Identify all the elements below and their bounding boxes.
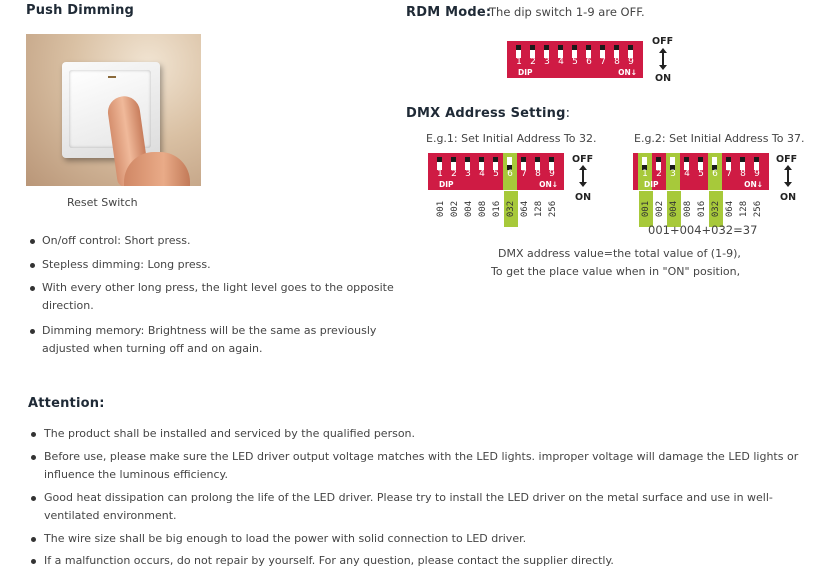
example1-switch-number: 4 bbox=[479, 169, 485, 179]
example1-toggle-arrow bbox=[582, 169, 584, 183]
rdm-switch-4 bbox=[554, 41, 568, 78]
rdm-switch-number: 7 bbox=[600, 57, 606, 67]
rdm-on-direction-label: ON↓ bbox=[618, 68, 637, 77]
example2-place-value-cell bbox=[653, 191, 667, 227]
example2-switch-number: 1 bbox=[642, 169, 648, 179]
dmx-title-text: DMX Address Setting bbox=[406, 106, 566, 121]
example2-caption: E.g.2: Set Initial Address To 37. bbox=[634, 132, 805, 145]
example2-place-value: 032 bbox=[711, 200, 721, 218]
example1-dip-label: DIP bbox=[439, 180, 454, 189]
example2-switch-number: 7 bbox=[726, 169, 732, 179]
example2-place-value: 016 bbox=[697, 200, 707, 218]
attention-bullet-text: Good heat dissipation can prolong the life of the LED driver. Please try to install the LED driver on the metal surface and use in well- bbox=[44, 491, 773, 504]
example1-on-label: ON bbox=[575, 192, 592, 203]
example2-switch-6 bbox=[708, 153, 722, 190]
rdm-mode-text: The dip switch 1-9 are OFF. bbox=[489, 5, 645, 19]
example1-place-value: 001 bbox=[436, 200, 446, 218]
attention-title: Attention: bbox=[28, 396, 105, 411]
example1-on-direction-label: ON↓ bbox=[539, 180, 558, 189]
example2-place-value-cell bbox=[737, 191, 751, 227]
example1-switch-number: 2 bbox=[451, 169, 457, 179]
rdm-dip-switch bbox=[507, 41, 643, 78]
attention-bullet-dot bbox=[31, 496, 36, 501]
attention-bullet-dot bbox=[31, 455, 36, 460]
rdm-switch-6 bbox=[582, 41, 596, 78]
rdm-on-label: ON bbox=[655, 73, 672, 84]
rdm-switch-number: 6 bbox=[586, 57, 592, 67]
example2-place-values bbox=[639, 191, 765, 227]
example2-sum: 001+004+032=37 bbox=[648, 223, 758, 237]
example1-switch-number: 9 bbox=[549, 169, 555, 179]
rdm-switch-number: 3 bbox=[544, 57, 550, 67]
example2-switch-4 bbox=[680, 153, 694, 190]
reset-switch-photo bbox=[26, 34, 201, 186]
example1-place-value: 064 bbox=[520, 200, 530, 218]
example2-place-value-cell bbox=[751, 191, 765, 227]
example1-place-value-cell bbox=[476, 191, 490, 227]
example2-dip-label: DIP bbox=[644, 180, 659, 189]
example1-switch-3 bbox=[461, 153, 475, 190]
example2-place-value: 256 bbox=[753, 200, 763, 218]
example1-switch-5 bbox=[489, 153, 503, 190]
attention-bullet-dot bbox=[31, 537, 36, 542]
example1-place-values bbox=[434, 191, 560, 227]
example2-on-direction-label: ON↓ bbox=[744, 180, 763, 189]
push-dimming-bullet-dot bbox=[30, 286, 35, 291]
attention-bullet-text: Before use, please make sure the LED driver output voltage matches with the LED lights. improper voltage will damage the LED lights or bbox=[44, 450, 799, 463]
example2-place-value: 001 bbox=[641, 200, 651, 218]
example2-on-label: ON bbox=[780, 192, 797, 203]
example2-switch-number: 6 bbox=[712, 169, 718, 179]
example1-switch-number: 6 bbox=[507, 169, 513, 179]
example1-switch-number: 7 bbox=[521, 169, 527, 179]
push-dimming-bullet-dot bbox=[30, 263, 35, 268]
rdm-dip-label: DIP bbox=[518, 68, 533, 77]
example2-place-value-cell bbox=[681, 191, 695, 227]
attention-bullet-text: The product shall be installed and serviced by the qualified person. bbox=[44, 427, 416, 440]
example2-switch-number: 4 bbox=[684, 169, 690, 179]
example1-place-value-cell bbox=[434, 191, 448, 227]
example1-off-label: OFF bbox=[572, 154, 594, 165]
example2-place-value-cell bbox=[667, 191, 681, 227]
example1-place-value: 032 bbox=[506, 200, 516, 218]
push-dimming-bullet-text: On/off control: Short press. bbox=[42, 234, 191, 247]
example1-place-value: 256 bbox=[548, 200, 558, 218]
example1-place-value: 128 bbox=[534, 200, 544, 218]
dmx-note-line1: DMX address value=the total value of (1-9), bbox=[498, 247, 741, 260]
attention-bullet-dot bbox=[31, 432, 36, 437]
example2-switch-number: 5 bbox=[698, 169, 704, 179]
rdm-toggle-arrow bbox=[662, 52, 664, 66]
rdm-switch-number: 9 bbox=[628, 57, 634, 67]
rdm-switch-number: 1 bbox=[516, 57, 522, 67]
example2-switch-number: 2 bbox=[656, 169, 662, 179]
rdm-switch-number: 8 bbox=[614, 57, 620, 67]
example1-place-value-cell bbox=[546, 191, 560, 227]
photo-caption: Reset Switch bbox=[67, 196, 138, 209]
example2-switch-5 bbox=[694, 153, 708, 190]
example2-switch-number: 3 bbox=[670, 169, 676, 179]
example1-place-value: 004 bbox=[464, 200, 474, 218]
example1-place-value-cell bbox=[532, 191, 546, 227]
example2-switch-number: 8 bbox=[740, 169, 746, 179]
example1-dip-switch bbox=[428, 153, 564, 190]
attention-bullet-text: If a malfunction occurs, do not repair by yourself. For any question, please contact the supplier directly. bbox=[44, 554, 614, 567]
rdm-switch-number: 5 bbox=[572, 57, 578, 67]
example2-place-value-cell bbox=[695, 191, 709, 227]
example2-place-value: 002 bbox=[655, 200, 665, 218]
push-dimming-bullet-text: Dimming memory: Brightness will be the same as previously bbox=[42, 324, 377, 337]
example2-place-value-cell bbox=[723, 191, 737, 227]
example1-place-value-cell bbox=[518, 191, 532, 227]
example2-place-value: 008 bbox=[683, 200, 693, 218]
rdm-off-label: OFF bbox=[652, 36, 674, 47]
push-dimming-bullet-text: Stepless dimming: Long press. bbox=[42, 258, 211, 271]
attention-bullet-dot bbox=[31, 559, 36, 564]
example2-place-value: 004 bbox=[669, 200, 679, 218]
push-dimming-bullet-dot bbox=[30, 329, 35, 334]
push-dimming-bullet-text: With every other long press, the light level goes to the opposite bbox=[42, 281, 394, 294]
example1-switch-number: 3 bbox=[465, 169, 471, 179]
example2-switch-7 bbox=[722, 153, 736, 190]
example1-place-value: 002 bbox=[450, 200, 460, 218]
dmx-note-line2: To get the place value when in "ON" position, bbox=[491, 265, 741, 278]
push-dimming-bullet-text: direction. bbox=[42, 299, 94, 312]
rdm-switch-3 bbox=[540, 41, 554, 78]
push-dimming-bullet-dot bbox=[30, 239, 35, 244]
example1-caption: E.g.1: Set Initial Address To 32. bbox=[426, 132, 597, 145]
example2-switch-3 bbox=[666, 153, 680, 190]
example1-place-value: 008 bbox=[478, 200, 488, 218]
dmx-title-colon: : bbox=[565, 106, 571, 121]
rdm-switch-number: 4 bbox=[558, 57, 564, 67]
push-dimming-bullet-text: adjusted when turning off and on again. bbox=[42, 342, 263, 355]
example1-place-value-cell bbox=[490, 191, 504, 227]
dmx-title bbox=[406, 106, 570, 121]
example2-place-value-cell bbox=[639, 191, 653, 227]
rdm-switch-5 bbox=[568, 41, 582, 78]
example2-switch-number: 9 bbox=[754, 169, 760, 179]
example1-switch-number: 1 bbox=[437, 169, 443, 179]
rdm-switch-number: 2 bbox=[530, 57, 536, 67]
example1-switch-4 bbox=[475, 153, 489, 190]
example2-toggle-arrow bbox=[787, 169, 789, 183]
example1-switch-7 bbox=[517, 153, 531, 190]
example2-dip-switch bbox=[633, 153, 769, 190]
example1-place-value: 016 bbox=[492, 200, 502, 218]
rdm-mode-title: RDM Mode: bbox=[406, 5, 492, 20]
rdm-switch-7 bbox=[596, 41, 610, 78]
example1-switch-number: 5 bbox=[493, 169, 499, 179]
example2-place-value: 128 bbox=[739, 200, 749, 218]
example2-place-value-cell bbox=[709, 191, 723, 227]
example2-off-label: OFF bbox=[776, 154, 798, 165]
attention-bullet-text: The wire size shall be big enough to load the power with solid connection to LED driver. bbox=[44, 532, 527, 545]
example2-place-value: 064 bbox=[725, 200, 735, 218]
push-dimming-title: Push Dimming bbox=[26, 3, 135, 18]
example1-switch-6 bbox=[503, 153, 517, 190]
example1-place-value-cell bbox=[462, 191, 476, 227]
example1-place-value-cell bbox=[448, 191, 462, 227]
example1-place-value-cell bbox=[504, 191, 518, 227]
attention-bullet-text: ventilated environment. bbox=[44, 509, 177, 522]
example1-switch-number: 8 bbox=[535, 169, 541, 179]
attention-bullet-text: influence the luminous efficiency. bbox=[44, 468, 228, 481]
